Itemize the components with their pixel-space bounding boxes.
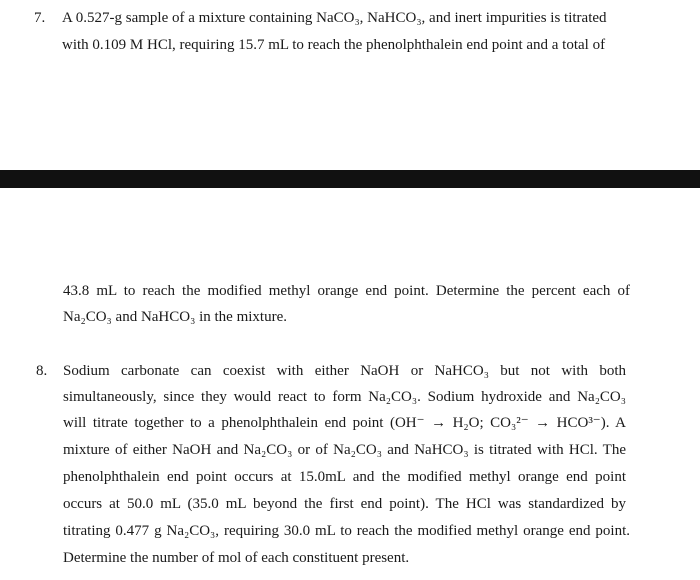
question-8-line-1: Sodium carbonate can coexist with either NaOH or NaHCO₃ but not with both bbox=[63, 363, 626, 379]
page-divider-bar bbox=[0, 170, 700, 188]
question-7-line-3: 43.8 mL to reach the modified methyl orange end point. Determine the percent each of bbox=[63, 283, 630, 299]
question-8-line-7: titrating 0.477 g Na₂CO₃, requiring 30.0 mL to reach the modified methyl orange end point. bbox=[63, 523, 630, 539]
question-7-number: 7. bbox=[34, 10, 46, 26]
question-8-line-2: simultaneously, since they would react to form Na₂CO₃. Sodium hydroxide and Na₂CO₃ bbox=[63, 389, 626, 405]
question-8-line-8: Determine the number of mol of each constituent present. bbox=[63, 550, 410, 566]
question-8-line-6: occurs at 50.0 mL (35.0 mL beyond the first end point). The HCl was standardized by bbox=[63, 496, 626, 512]
question-8-line-4: mixture of either NaOH and Na₂CO₃ or of Na₂CO₃ and NaHCO₃ is titrated with HCl. The bbox=[63, 442, 626, 458]
question-7-line-1: A 0.527-g sample of a mixture containing NaCO₃, NaHCO₃, and inert impurities is titrated bbox=[62, 10, 607, 26]
question-8-line-5: phenolphthalein end point occurs at 15.0mL and the modified methyl orange end point bbox=[63, 469, 626, 485]
question-8-line-3: will titrate together to a phenolphthalein end point (OH⁻ → H₂O; CO₃²⁻ → HCO³⁻). A bbox=[63, 415, 626, 431]
question-7-line-4: Na₂CO₃ and NaHCO₃ in the mixture. bbox=[63, 309, 287, 325]
question-7-line-2: with 0.109 M HCl, requiring 15.7 mL to reach the phenolphthalein end point and a total of bbox=[62, 37, 606, 53]
question-8-number: 8. bbox=[36, 363, 48, 379]
